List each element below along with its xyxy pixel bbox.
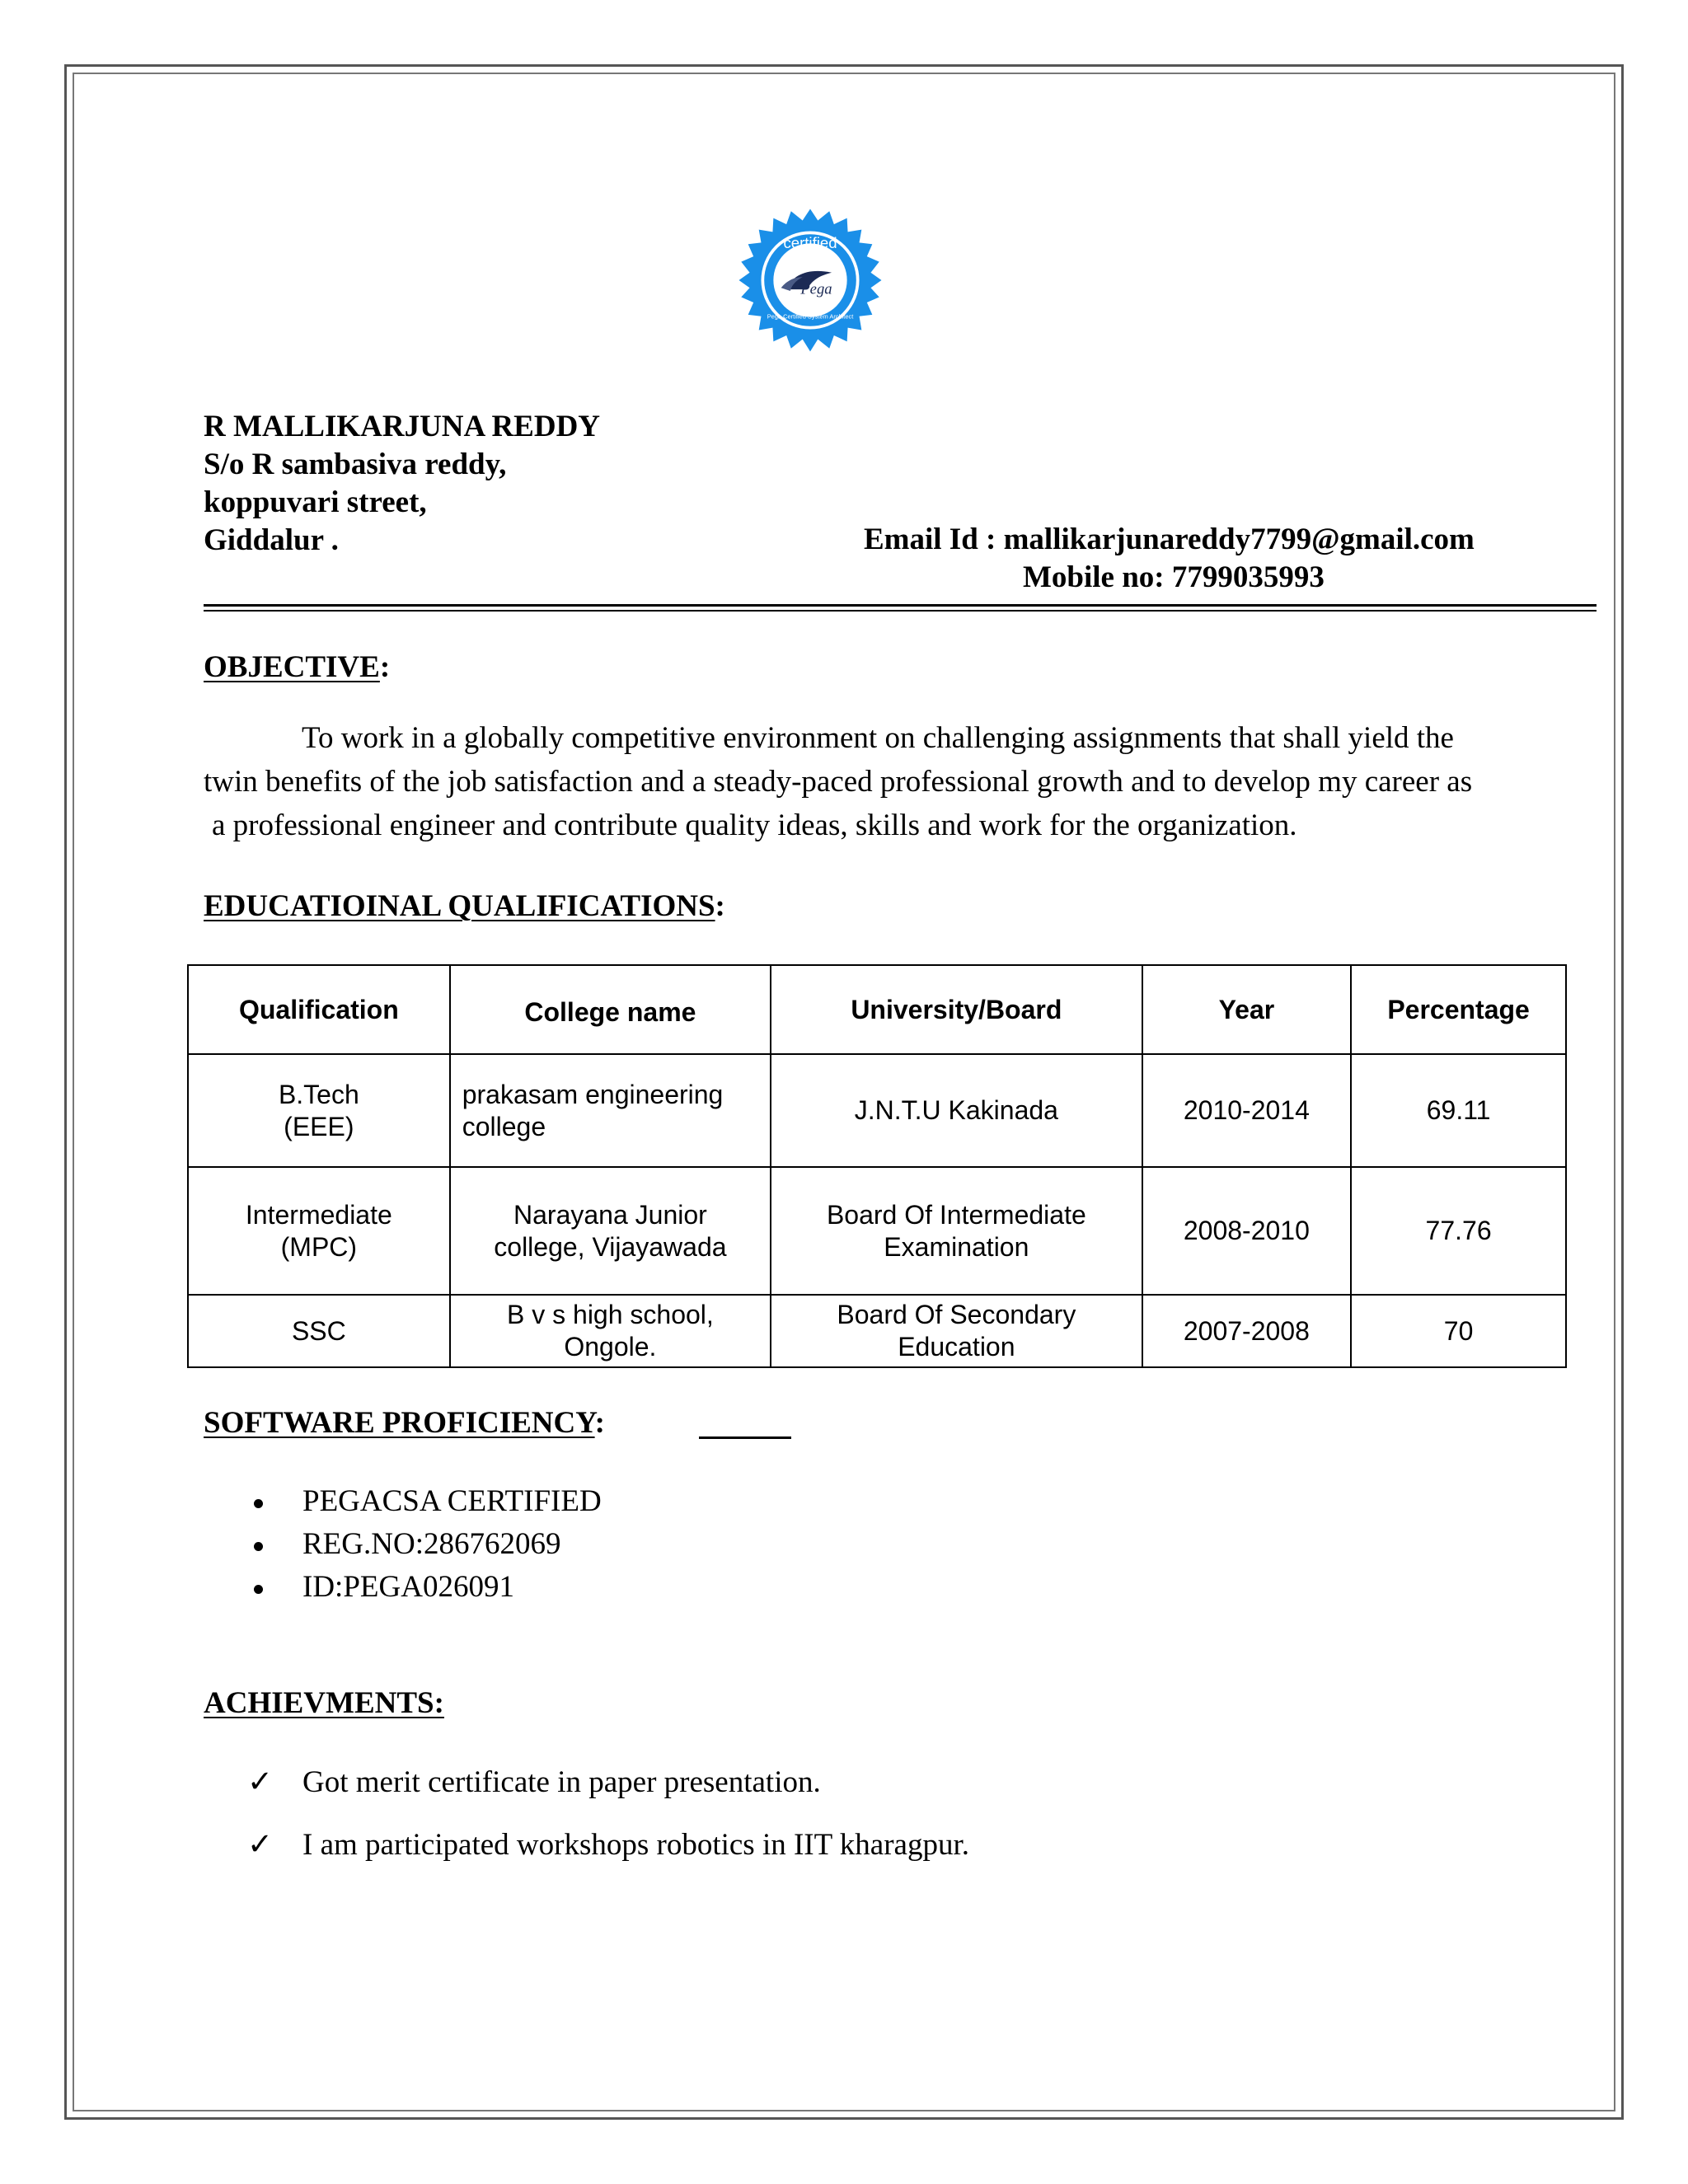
address-line-2: koppuvari street, [204,485,427,519]
mobile-line: Mobile no: 7799035993 [1023,560,1325,594]
percentage-cell: 77.76 [1351,1167,1566,1295]
list-item: REG.NO:286762069 [247,1526,560,1562]
list-item: PEGACSA CERTIFIED [247,1483,602,1519]
address-line-3: Giddalur . [204,523,339,557]
svg-text:Pega Certified System Architec: Pega Certified System Architect [767,312,854,321]
percentage-cell: 69.11 [1351,1054,1566,1167]
bullet-icon [254,1542,263,1551]
objective-line-2: twin benefits of the job satisfaction and a steady-paced professional growth and to develop my career as [204,765,1473,799]
email-line: Email Id : mallikarjunareddy7799@gmail.com [864,523,1475,556]
year-cell: 2007-2008 [1142,1295,1352,1367]
pega-certified-seal-logo [734,204,887,357]
objective-line-3: a professional engineer and contribute quality ideas, skills and work for the organization. [212,808,1297,842]
board-cell: Board Of Secondary Education [771,1295,1142,1367]
education-heading: EDUCATIOINAL QUALIFICATIONS: [204,889,725,923]
candidate-name: R MALLIKARJUNA REDDY [204,410,601,443]
table-row [188,1295,1566,1367]
board-cell: J.N.T.U Kakinada [771,1054,1142,1167]
column-header: University/Board [771,965,1142,1054]
software-heading: SOFTWARE PROFICIENCY: [204,1406,605,1440]
bullet-icon [254,1499,263,1508]
column-header: Qualification [188,965,450,1054]
college-cell: Narayana Junior college, Vijayawada [450,1167,771,1295]
header-divider-thin [204,610,1597,612]
board-cell: Board Of Intermediate Examination [771,1167,1142,1295]
college-cell: B v s high school, Ongole. [450,1295,771,1367]
college-cell: prakasam engineering college [450,1054,771,1167]
year-cell: 2008-2010 [1142,1167,1352,1295]
achievements-heading: ACHIEVMENTS: [204,1686,444,1720]
list-item: ✓ Got merit certificate in paper presentation. [247,1765,821,1799]
objective-paragraph [204,716,1605,847]
checkmark-icon: ✓ [247,1765,274,1799]
qualification-cell: Intermediate (MPC) [188,1167,450,1295]
header-divider [204,604,1597,607]
list-item: ✓ I am participated workshops robotics in IIT kharagpur. [247,1828,969,1862]
table-row [188,1167,1566,1295]
qualification-cell: B.Tech (EEE) [188,1054,450,1167]
table-row [188,1054,1566,1167]
blank-underline [699,1436,791,1439]
svg-text:Pega: Pega [800,280,832,298]
table-header-row [188,965,1566,1054]
address-line-1: S/o R sambasiva reddy, [204,448,507,481]
education-table [187,964,1567,1368]
list-item: ID:PEGA026091 [247,1569,514,1605]
percentage-cell: 70 [1351,1295,1566,1367]
column-header: Percentage [1351,965,1566,1054]
checkmark-icon: ✓ [247,1828,274,1862]
column-header: College name [450,965,771,1054]
objective-line-1: To work in a globally competitive environment on challenging assignments that shall yield the [302,721,1454,755]
objective-heading: OBJECTIVE: [204,650,391,684]
qualification-cell: SSC [188,1295,450,1367]
column-header: Year [1142,965,1352,1054]
year-cell: 2010-2014 [1142,1054,1352,1167]
bullet-icon [254,1585,263,1594]
svg-text:certified: certified [783,233,837,251]
